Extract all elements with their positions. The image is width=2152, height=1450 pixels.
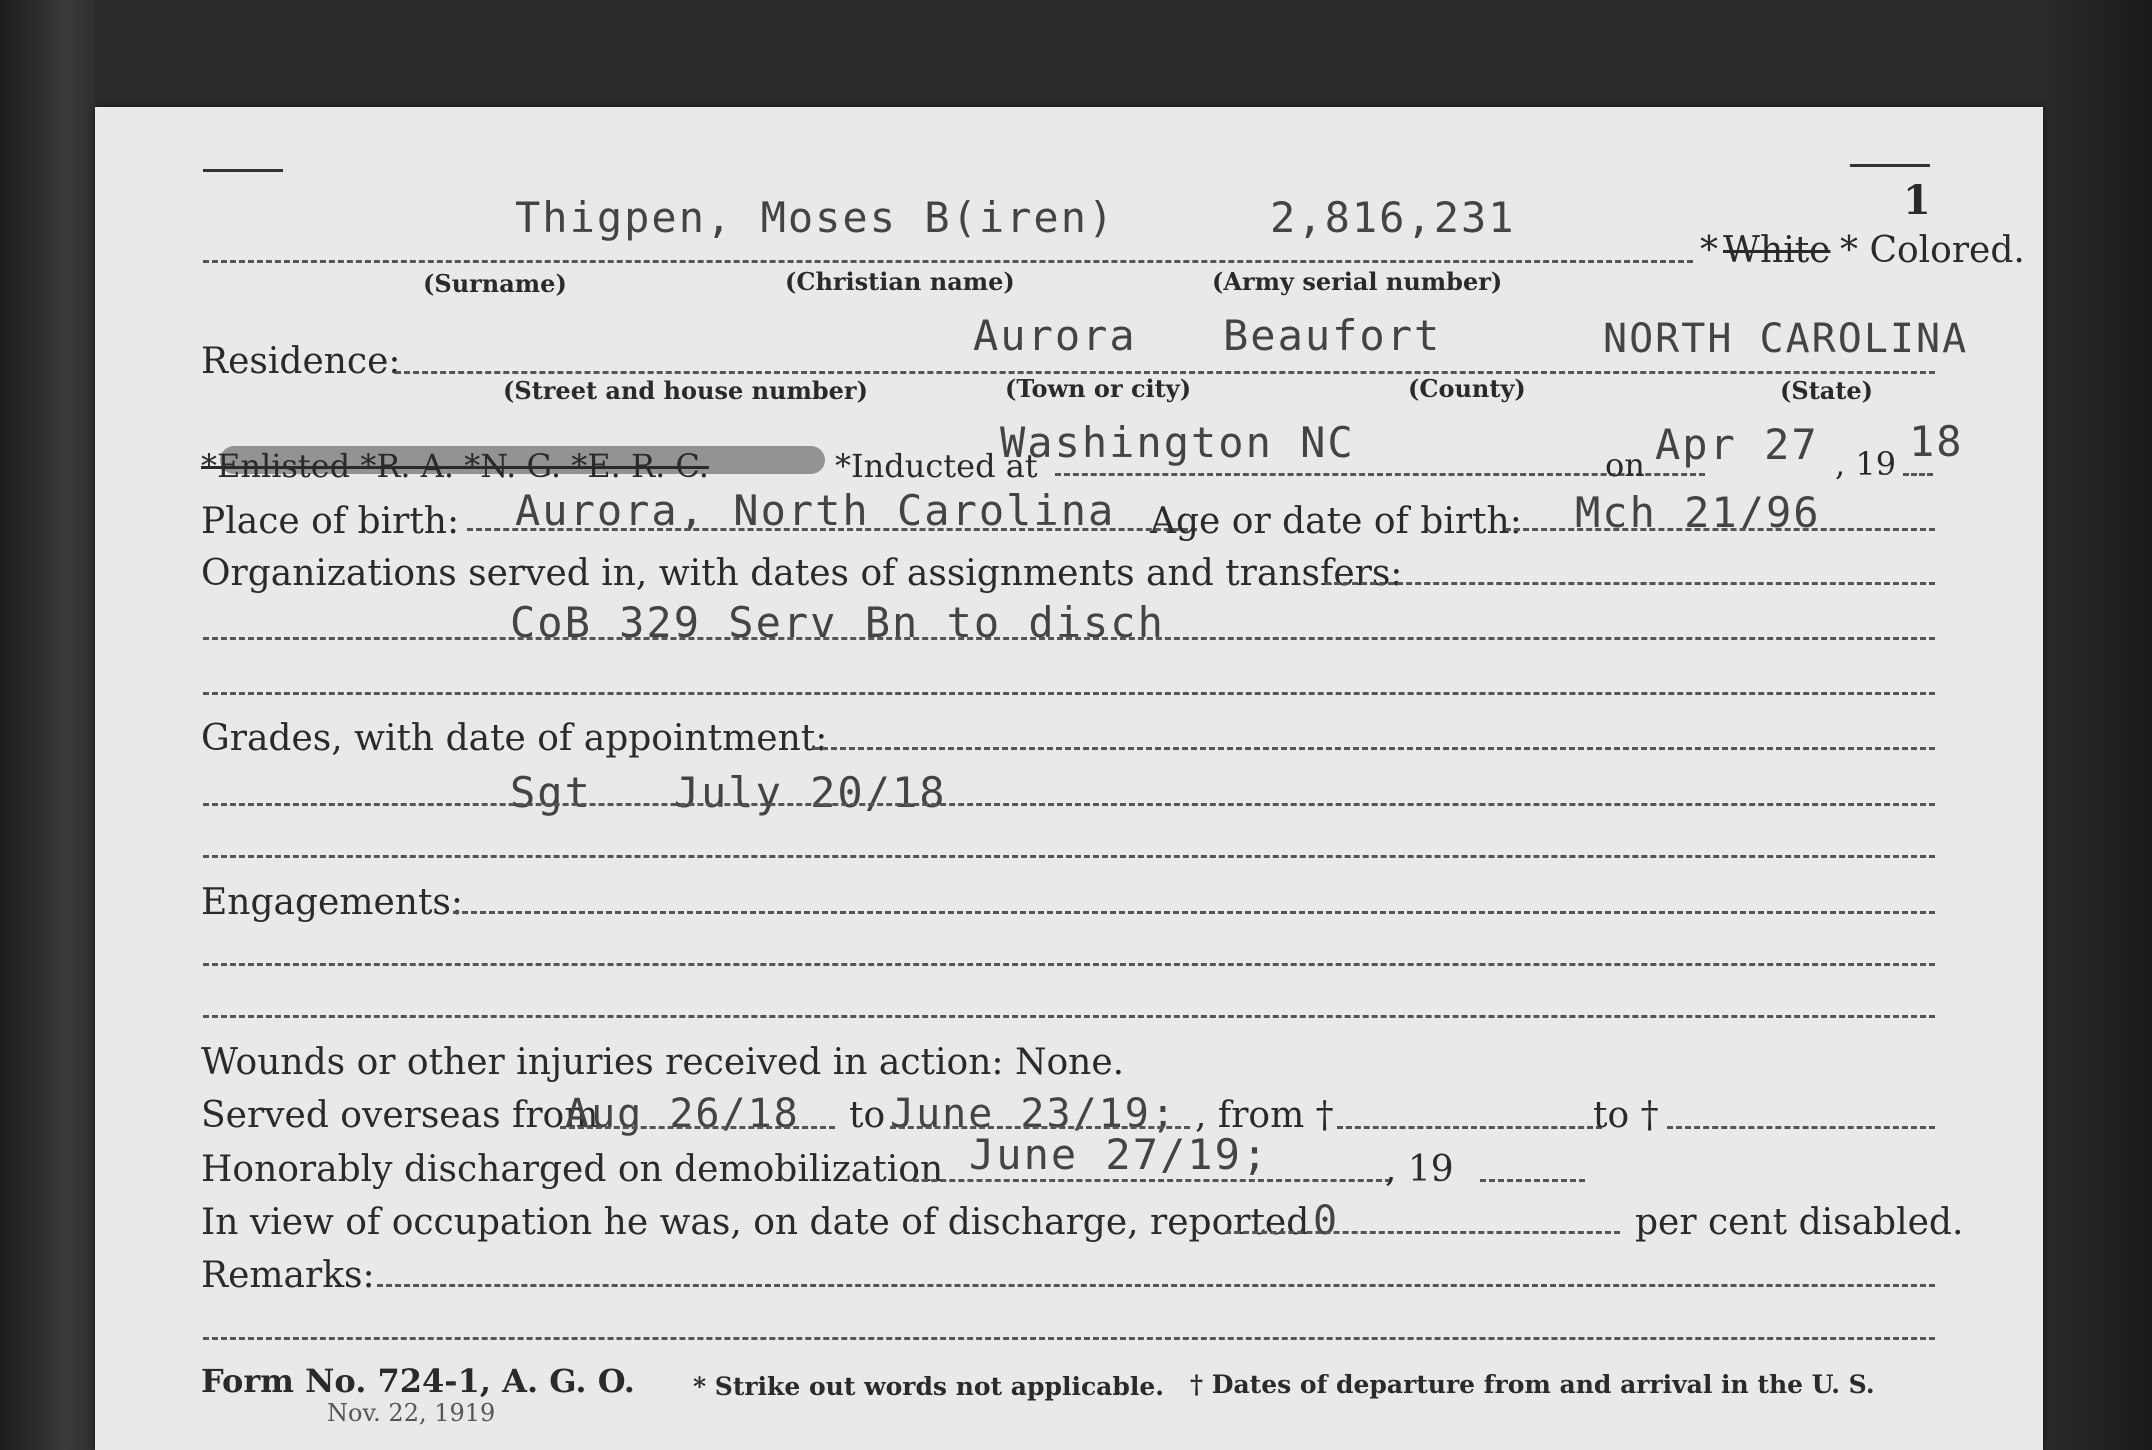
name-line — [203, 260, 1693, 263]
orgs-line-0 — [1325, 582, 1935, 585]
overseas-from-line — [560, 1126, 835, 1129]
service-record-card — [95, 107, 2043, 1450]
orgs-value: CoB 329 Serv Bn to disch — [510, 598, 1165, 647]
pob-label: Place of birth: — [201, 501, 460, 542]
engagements-line-0 — [453, 911, 1935, 914]
grades-line-2 — [203, 855, 1935, 858]
from-dagger-line — [1337, 1126, 1602, 1129]
disabled-value: 0 — [1313, 1198, 1340, 1244]
overseas-from-value: Aug 26/18 — [565, 1091, 800, 1137]
on-label: on — [1605, 446, 1645, 484]
dob-value: Mch 21/96 — [1575, 488, 1821, 537]
overseas-to-value: June 23/19; — [890, 1091, 1177, 1137]
pob-value: Aurora, North Carolina — [515, 486, 1116, 535]
to-dagger-label: to † — [1593, 1095, 1659, 1136]
orgs-line-1 — [203, 637, 1935, 640]
name-value: Thigpen, Moses B(iren) — [515, 193, 1116, 242]
discharged-year-prefix: , 19 — [1385, 1149, 1454, 1190]
grades-value: Sgt July 20/18 — [510, 768, 947, 817]
race-colored: * Colored. — [1840, 230, 2025, 271]
inducted-at-value: Washington NC — [1000, 418, 1355, 467]
grades-label: Grades, with date of appointment: — [201, 718, 828, 759]
orgs-line-2 — [203, 692, 1935, 695]
disabled-suffix: per cent disabled. — [1635, 1202, 1964, 1243]
remarks-label: Remarks: — [201, 1255, 375, 1296]
caption-christian: (Christian name) — [785, 267, 1015, 296]
serial-value: 2,816,231 — [1270, 193, 1516, 242]
orgs-label: Organizations served in, with dates of assignments and transfers: — [201, 553, 1403, 594]
caption-street: (Street and house number) — [503, 376, 868, 405]
form-number: Form No. 724-1, A. G. O. — [201, 1362, 635, 1400]
state-value: NORTH CAROLINA — [1603, 316, 1969, 362]
overseas-label: Served overseas from — [201, 1095, 599, 1136]
enlisted-struck: *Enlisted *R. A. *N. G. *E. R. C. — [201, 447, 709, 485]
residence-label: Residence: — [201, 341, 401, 382]
engagements-line-2 — [203, 1015, 1935, 1018]
grades-line-0 — [813, 747, 1935, 750]
occupation-label: In view of occupation he was, on date of discharge, reported — [201, 1202, 1310, 1243]
overseas-to-label: to — [849, 1095, 886, 1136]
grades-line-1 — [203, 803, 1935, 806]
inducted-year-line — [1903, 473, 1933, 476]
dagger-note: † Dates of departure from and arrival in the U. S. — [1190, 1370, 1875, 1399]
caption-serial: (Army serial number) — [1212, 267, 1503, 296]
county-value: Beaufort — [1223, 311, 1442, 360]
caption-town: (Town or city) — [1005, 374, 1192, 403]
corner-mark-left — [203, 169, 283, 172]
scanner-edge-right — [2042, 0, 2152, 1450]
caption-state: (State) — [1780, 376, 1874, 405]
discharged-label: Honorably discharged on demobilization — [201, 1149, 944, 1190]
strike-note: * Strike out words not applicable. — [693, 1372, 1164, 1401]
discharged-date-value: June 27/19; — [969, 1130, 1270, 1179]
to-dagger-line — [1667, 1126, 1935, 1129]
year-prefix: , 19 — [1835, 445, 1897, 483]
card-number: 1 — [1903, 177, 1931, 224]
pob-line — [467, 528, 1197, 531]
disabled-line — [1225, 1231, 1620, 1234]
scanner-edge-left — [0, 0, 95, 1450]
age-label: Age or date of birth: — [1150, 501, 1522, 542]
corner-mark-right — [1850, 164, 1930, 167]
caption-county: (County) — [1408, 374, 1526, 403]
inducted-label: *Inducted at — [835, 447, 1038, 485]
inducted-date-value: Apr 27 — [1655, 420, 1819, 469]
form-date: Nov. 22, 1919 — [327, 1399, 496, 1427]
inducted-year-value: 18 — [1909, 417, 1964, 466]
discharged-year-line — [1480, 1179, 1585, 1182]
discharged-line — [913, 1179, 1391, 1182]
race-asterisk: * — [1700, 230, 1718, 271]
overseas-to-line — [890, 1126, 1190, 1129]
remarks-line-0 — [377, 1284, 1935, 1287]
race-white-struck: White — [1723, 230, 1831, 271]
from-dagger-label: , from † — [1195, 1095, 1334, 1136]
engagements-label: Engagements: — [201, 882, 464, 923]
engagements-line-1 — [203, 963, 1935, 966]
wounds-line: Wounds or other injuries received in action: None. — [201, 1042, 1125, 1083]
caption-surname: (Surname) — [423, 269, 567, 298]
town-value: Aurora — [973, 311, 1137, 360]
remarks-line-1 — [203, 1337, 1935, 1340]
dob-line — [1505, 528, 1935, 531]
